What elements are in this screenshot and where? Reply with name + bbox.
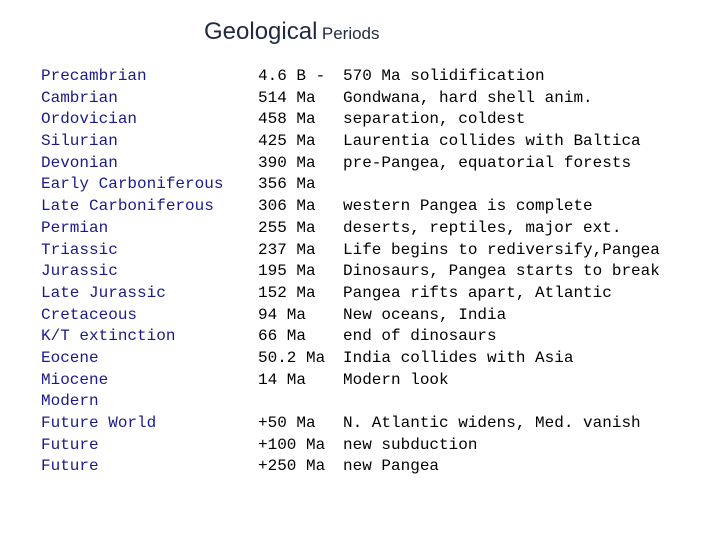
period-age: 425 Ma <box>258 132 316 151</box>
period-name: Triassic <box>41 240 118 259</box>
period-event: Dinosaurs, Pangea starts to break <box>343 262 660 281</box>
period-event: 570 Ma solidification <box>343 67 545 85</box>
period-event: western Pangea is complete <box>343 197 593 216</box>
period-event: end of dinosaurs <box>343 327 497 346</box>
title-main: Geological <box>204 18 318 45</box>
period-name: Late Carboniferous <box>41 197 214 216</box>
period-name: Future World <box>41 414 157 432</box>
period-event: deserts, reptiles, major ext. <box>343 218 622 237</box>
period-event: Gondwana, hard shell anim. <box>343 88 593 107</box>
period-name: Cretaceous <box>41 305 138 324</box>
period-event: N. Atlantic widens, Med. vanish <box>343 414 641 432</box>
period-event: India collides with Asia <box>343 348 574 367</box>
period-event: Pangea rifts apart, Atlantic <box>343 283 612 302</box>
period-age: +50 Ma <box>258 414 316 432</box>
period-age: +100 Ma <box>258 435 326 454</box>
period-name: Modern <box>41 392 99 411</box>
period-age: 152 Ma <box>258 283 316 302</box>
period-age: 255 Ma <box>258 218 316 237</box>
period-event: Laurentia collides with Baltica <box>343 132 641 151</box>
period-age: 237 Ma <box>258 240 316 259</box>
period-name: Cambrian <box>41 88 118 107</box>
period-age: 50.2 Ma <box>258 348 326 367</box>
period-name: Jurassic <box>41 262 118 281</box>
page-title <box>204 18 380 46</box>
period-name: Miocene <box>41 370 109 389</box>
period-age: 306 Ma <box>258 197 316 216</box>
period-name: Future <box>41 435 99 454</box>
period-event: new subduction <box>343 435 478 454</box>
period-event: New oceans, India <box>343 305 507 324</box>
period-name: Early Carboniferous <box>41 175 224 194</box>
period-name: Future <box>41 457 99 476</box>
period-name: K/T extinction <box>41 327 176 346</box>
period-name: Permian <box>41 218 109 237</box>
title-sub: Periods <box>321 24 380 43</box>
period-name: Devonian <box>41 153 118 172</box>
period-age: 458 Ma <box>258 110 316 129</box>
period-event: new Pangea <box>343 457 440 476</box>
period-age: 195 Ma <box>258 262 316 281</box>
period-age: 514 Ma <box>258 88 316 107</box>
period-event: pre-Pangea, equatorial forests <box>343 153 632 172</box>
period-event: Modern look <box>343 370 449 389</box>
period-event: Life begins to rediversify,Pangea <box>343 240 660 259</box>
period-name: Late Jurassic <box>41 283 166 302</box>
period-age: 94 Ma <box>258 305 307 324</box>
period-age: 14 Ma <box>258 370 307 389</box>
period-event: separation, coldest <box>343 110 526 129</box>
period-age: 66 Ma <box>258 327 307 346</box>
period-age: +250 Ma <box>258 457 326 476</box>
period-name: Eocene <box>41 348 99 367</box>
period-name: Precambrian <box>41 67 147 85</box>
period-name: Ordovician <box>41 110 138 129</box>
period-age: 4.6 B - <box>258 67 326 85</box>
period-age: 390 Ma <box>258 153 316 172</box>
period-age: 356 Ma <box>258 175 316 194</box>
period-name: Silurian <box>41 132 118 151</box>
